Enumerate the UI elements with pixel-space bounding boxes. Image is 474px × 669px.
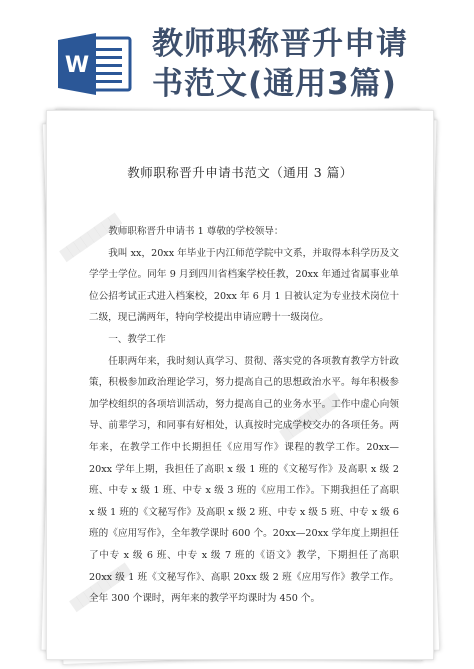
document-body bbox=[89, 221, 399, 610]
hero-title-line-2: 书范文(通用3篇) bbox=[152, 66, 397, 102]
watermark: ████████ bbox=[59, 212, 123, 263]
document-section-heading: 一、教学工作 bbox=[108, 333, 166, 345]
document-paragraph: 教师职称晋升申请书 1 尊敬的学校领导： bbox=[108, 226, 284, 237]
document-title: 教师职称晋升申请书范文（通用 3 篇） bbox=[127, 165, 353, 180]
word-icon bbox=[56, 30, 134, 98]
document-paragraph: 我叫 xx，20xx 年毕业于内江师范学院中文系，并取得本科学历及文学学士学位。同年 9 月到四川省档案学校任教，20xx 年通过省属事业单位公招考试正式进入档案校，20xx 年 6 月 1 日被认定为专业技术岗位十二级，现已满两年，特向学校提出申请应聘十一级岗位。 bbox=[89, 247, 399, 324]
document-paragraph: 任职两年来，我时刻认真学习、贯彻、落实党的各项教育教学方针政策，积极参加政治理论学习，努力提高自己的思想政治水平。每年积极参加学校组织的各项培训活动，努力提高自己的业务水平。工作中虚心向领导、前辈学习，和同事有好相处，认真按时完成学校交办的各项任务。两年来，在教学工作中长期担任《应用写作》课程的教学工作。20xx—20xx 学年上期，我担任了高职 x 级 1 班的《文秘写作》及高职 x 级 2 班、中专 x 级 1 班、中专 x 级 3 班的《应用工作》。下期我担任了高职 x 级 1 班的《文秘写作》及高职 x 级 2 班、中专 x 级 5 班、中专 x 级 6 班的《应用写作》，全年教学课时 600 个。20xx—20xx 学年度上期担任了中专 x 级 6 班、中专 x 级 7 班的《语文》教学，下期担任了高职 20xx 级 1 班《文秘写作》、高职 20xx 级 2 班《应用写作》教学工作。全年 300 个课时，两年来的教学平均课时为 450 个。 bbox=[89, 355, 399, 605]
watermark: ████████ bbox=[69, 562, 133, 613]
document-preview bbox=[40, 110, 440, 660]
document-page bbox=[46, 110, 434, 660]
hero-title bbox=[152, 24, 464, 104]
word-logo-letter: W bbox=[64, 53, 90, 78]
watermark: ████████ bbox=[279, 392, 343, 443]
hero-title-line-1: 教师职称晋升申请 bbox=[152, 26, 408, 62]
